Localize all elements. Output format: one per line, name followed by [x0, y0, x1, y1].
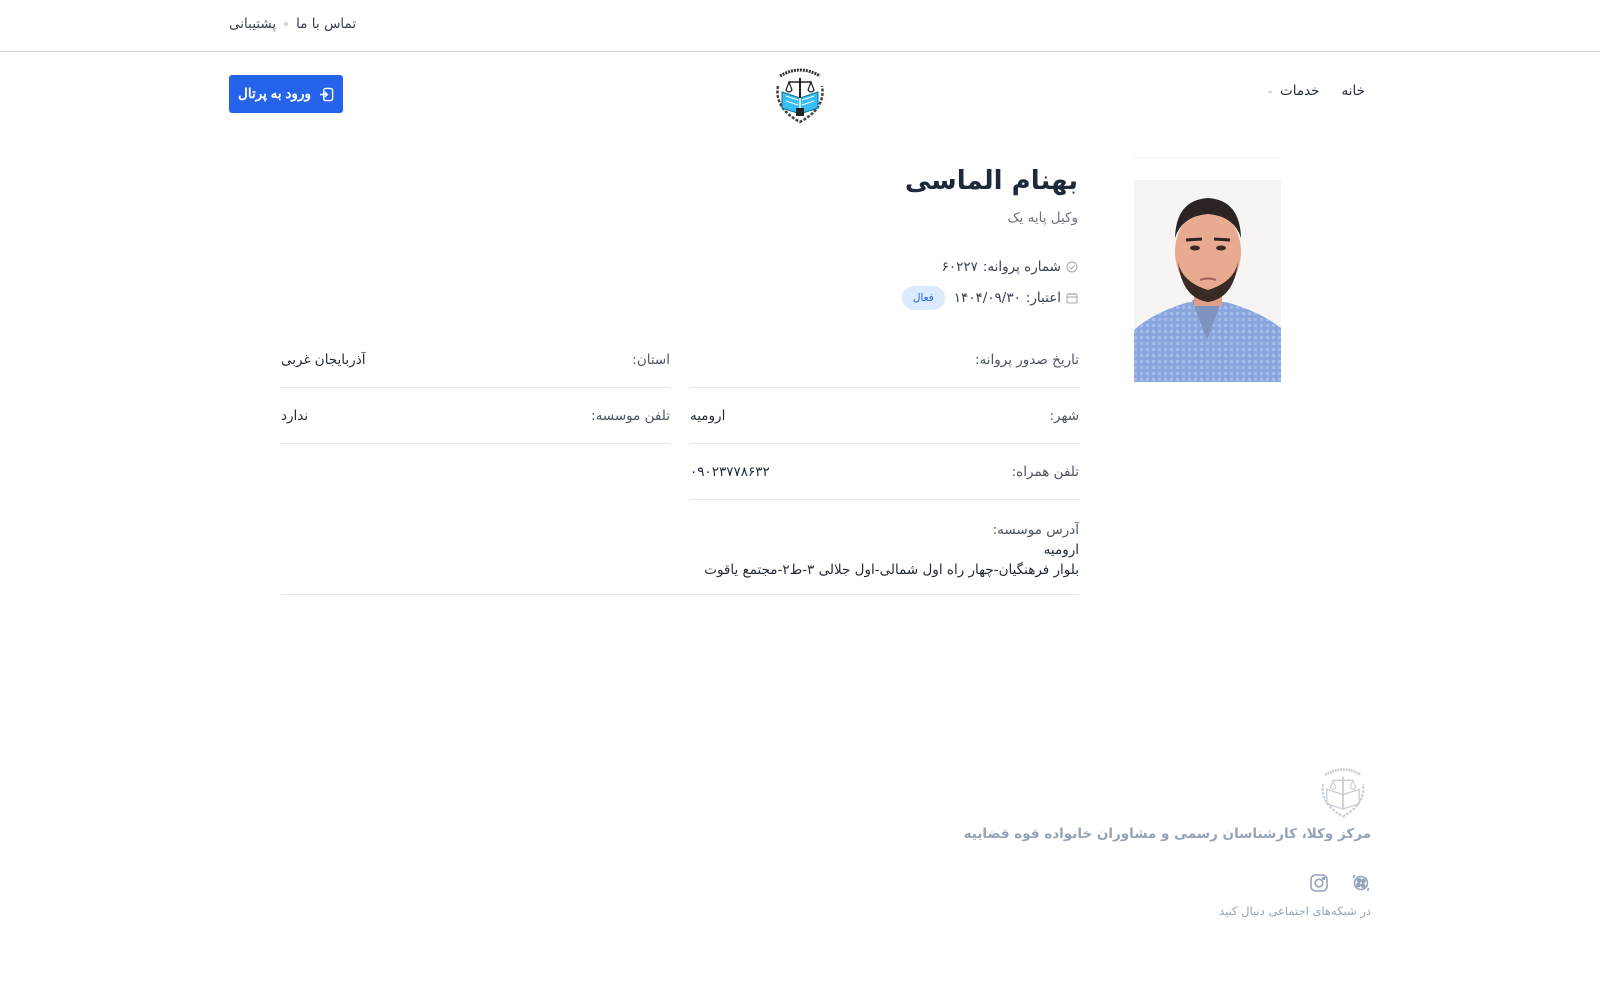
profile-photo	[1134, 180, 1281, 382]
login-icon	[319, 87, 334, 102]
field-office-phone	[281, 388, 670, 444]
top-links	[229, 16, 356, 32]
separator-dot	[284, 22, 288, 26]
nav-home-label: خانه	[1341, 83, 1365, 99]
license-number-label: شماره پروانه:	[982, 259, 1061, 275]
nav-item-home[interactable]	[1342, 83, 1365, 99]
issue-date-label: تاریخ صدور پروانه:	[974, 351, 1079, 368]
chevron-down-icon: ⌄	[1266, 86, 1275, 96]
calendar-icon	[1066, 292, 1078, 304]
top-bar	[0, 0, 1600, 52]
mobile-value[interactable]: ۰۹۰۲۳۷۷۸۶۳۲	[690, 463, 770, 480]
footer-emblem-logo	[1316, 764, 1370, 820]
portal-login-label: ورود به پرتال	[238, 86, 311, 101]
field-address	[281, 520, 1079, 595]
office-phone-label: تلفن موسسه:	[591, 407, 670, 424]
main-nav	[1266, 83, 1365, 99]
field-issue-date	[690, 332, 1079, 388]
address-label: آدرس موسسه:	[992, 522, 1079, 538]
support-link[interactable]: پشتیبانی	[229, 16, 277, 32]
nav-services-label: خدمات	[1280, 83, 1320, 99]
address-line1: ارومیه	[1043, 542, 1079, 558]
lawyer-name: بهنام الماسی	[904, 166, 1078, 196]
address-line2: بلوار فرهنگیان-چهار راه اول شمالی-اول جلالی ۳-ط۲-مجتمع یاقوت	[704, 562, 1079, 578]
validity-date: ۱۴۰۴/۰۹/۳۰	[953, 290, 1021, 306]
aparat-icon[interactable]	[1351, 873, 1371, 893]
social-links	[1309, 873, 1371, 893]
validity-label: اعتبار:	[1025, 290, 1061, 306]
field-province	[281, 332, 670, 388]
license-number-value: ۶۰۲۲۷	[941, 259, 978, 275]
city-value: ارومیه	[690, 407, 726, 424]
field-city	[690, 388, 1079, 444]
instagram-icon[interactable]	[1309, 873, 1329, 893]
footer-follow-text: در شبکه‌های اجتماعی دنبال کنید	[1219, 904, 1371, 918]
judiciary-emblem-logo[interactable]	[770, 64, 830, 126]
contact-link[interactable]: تماس با ما	[296, 16, 357, 32]
footer-title: مرکز وکلا، کارشناسان رسمی و مشاوران خانواده قوه قضاییه	[963, 826, 1371, 842]
province-value: آذربایجان غربی	[281, 351, 366, 368]
profile-photo-frame	[1134, 157, 1281, 381]
status-badge: فعال	[902, 286, 945, 310]
nav-item-services[interactable]	[1266, 83, 1319, 99]
mobile-label: تلفن همراه:	[1011, 463, 1079, 480]
city-label: شهر:	[1049, 407, 1079, 424]
field-mobile	[690, 444, 1079, 500]
lawyer-role: وکیل پایه یک	[1007, 210, 1078, 226]
validity-row	[902, 286, 1078, 310]
portal-login-button[interactable]	[229, 75, 343, 113]
check-circle-icon	[1066, 261, 1078, 273]
license-number-row	[942, 259, 1078, 275]
province-label: استان:	[632, 351, 670, 368]
office-phone-value: ندارد	[281, 407, 309, 424]
